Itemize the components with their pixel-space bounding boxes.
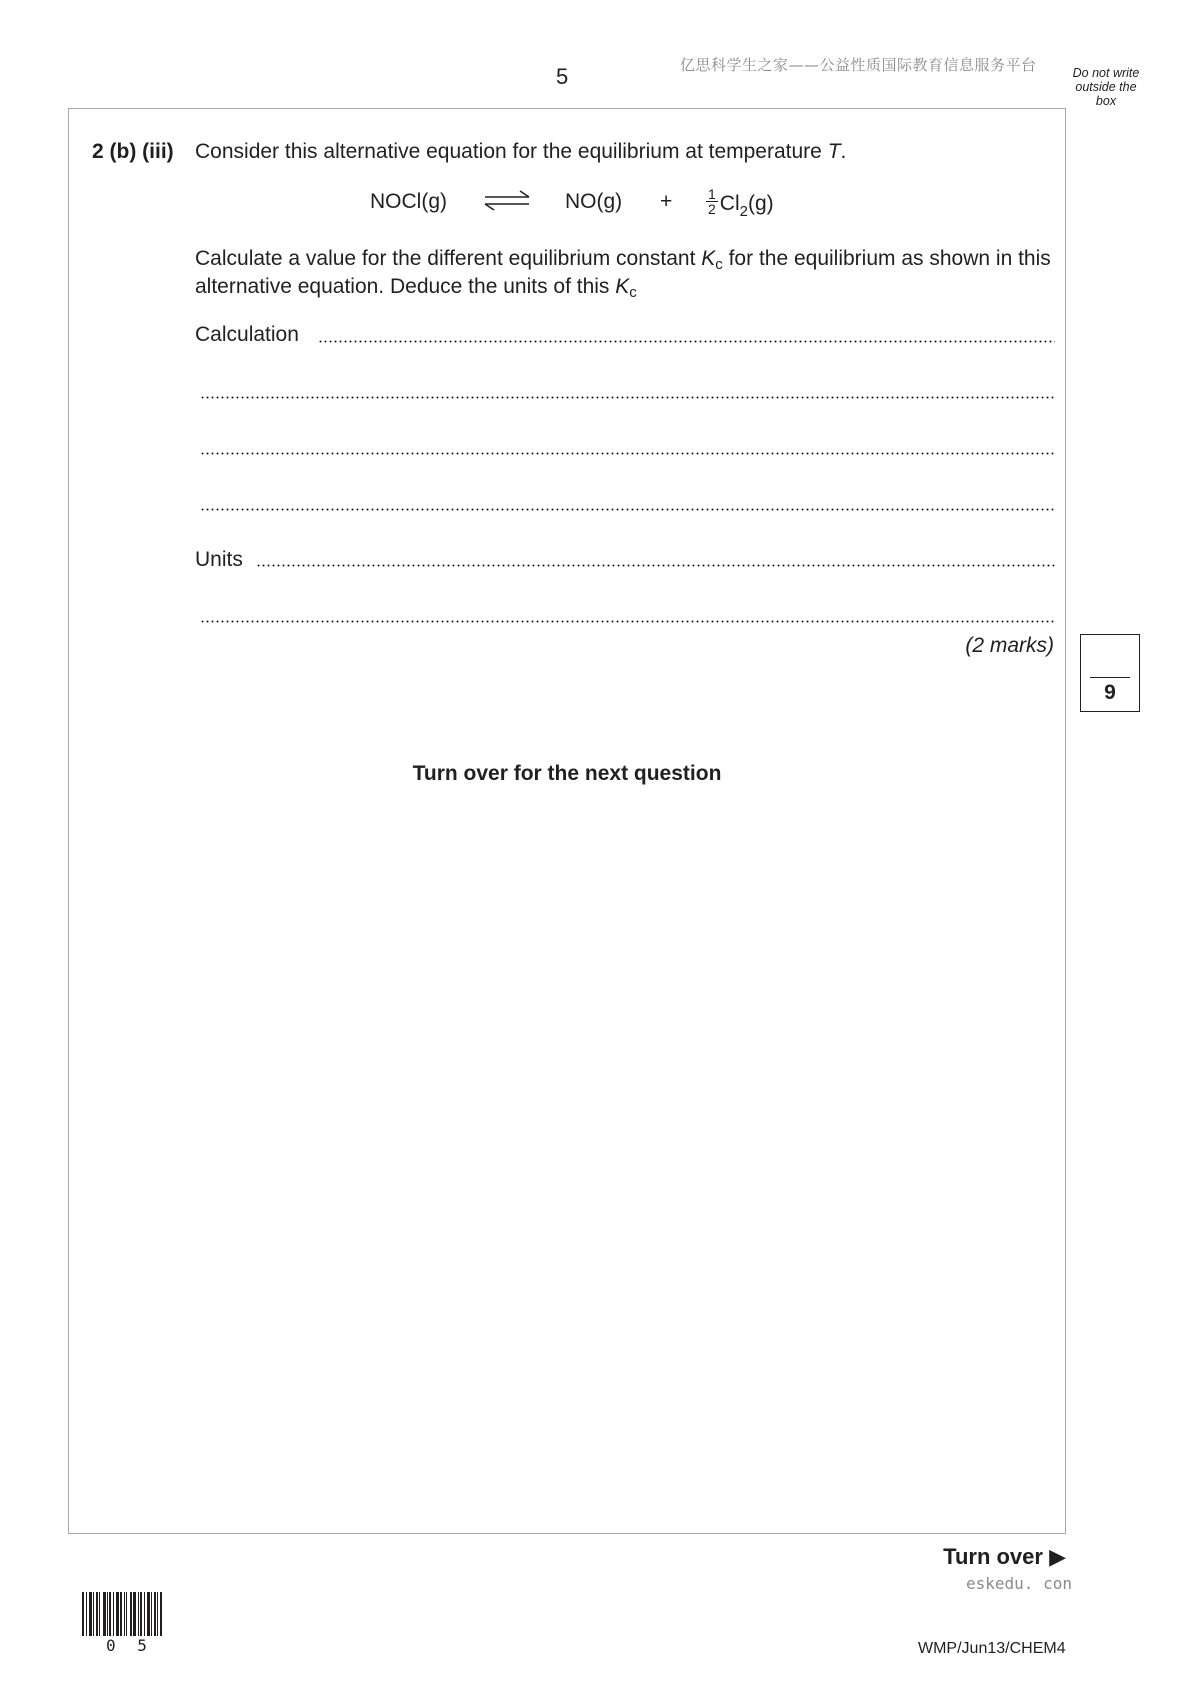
calculation-answer-line-3[interactable]: [200, 452, 1055, 455]
calculation-answer-line-4[interactable]: [200, 508, 1055, 511]
equation-plus: +: [660, 190, 673, 213]
instruction-part-2: for the equilibrium as shown in this alternative equation. Deduce the units of this: [195, 247, 1051, 298]
kc-symbol-2: K: [615, 275, 630, 298]
calculation-answer-line-1[interactable]: [318, 340, 1055, 343]
equation-product-cl2: [706, 186, 774, 221]
question-stem: [195, 140, 846, 164]
calculation-label: Calculation: [195, 323, 299, 346]
question-stem-suffix: .: [840, 140, 847, 163]
fraction-numerator: 1: [708, 186, 716, 202]
kc-subscript-2: c: [629, 284, 637, 301]
instruction-part-1: Calculate a value for the different equilibrium constant: [195, 247, 702, 270]
fraction-denominator: 2: [708, 201, 716, 217]
chlorine-subscript: 2: [739, 203, 748, 221]
kc-subscript: c: [715, 256, 723, 273]
question-number: 2 (b) (iii): [92, 140, 174, 163]
equation-product-no: NO(g): [565, 190, 623, 213]
margin-note-line-1: Do not write: [1072, 66, 1140, 80]
barcode-icon: [82, 1592, 176, 1636]
margin-note-line-3: box: [1095, 94, 1117, 108]
margin-note: [1060, 66, 1152, 108]
temperature-variable: T: [827, 140, 841, 163]
footer-watermark: eskedu. con: [966, 1574, 1072, 1593]
chlorine-symbol: Cl: [719, 192, 740, 216]
margin-note-line-2: outside the: [1075, 80, 1137, 94]
half-coefficient: [706, 187, 718, 216]
score-total: 9: [1104, 681, 1116, 704]
equilibrium-arrow-icon: [482, 186, 532, 220]
question-instruction: [195, 246, 1055, 302]
kc-symbol: K: [701, 247, 716, 270]
turn-over-footer: Turn over ▶: [943, 1544, 1066, 1569]
units-label: Units: [195, 548, 243, 571]
page-number: 5: [556, 64, 569, 89]
equation-reactant: NOCl(g): [370, 190, 447, 213]
barcode-digits: 0 5: [106, 1636, 153, 1655]
score-box: [1080, 634, 1140, 712]
calculation-answer-line-2[interactable]: [200, 396, 1055, 399]
units-answer-line-1[interactable]: [256, 564, 1055, 567]
units-answer-line-2[interactable]: [200, 620, 1055, 623]
question-stem-prefix: Consider this alternative equation for the equilibrium at temperature: [195, 140, 828, 163]
paper-reference: WMP/Jun13/CHEM4: [918, 1640, 1066, 1657]
header-watermark: 亿思科学生之家——公益性质国际教育信息服务平台: [680, 56, 1037, 74]
answer-box: [68, 108, 1066, 1534]
turn-over-next-question: Turn over for the next question: [412, 762, 722, 785]
marks-allocation: (2 marks): [965, 634, 1054, 657]
score-divider: [1090, 677, 1130, 678]
chlorine-state: (g): [747, 192, 774, 216]
